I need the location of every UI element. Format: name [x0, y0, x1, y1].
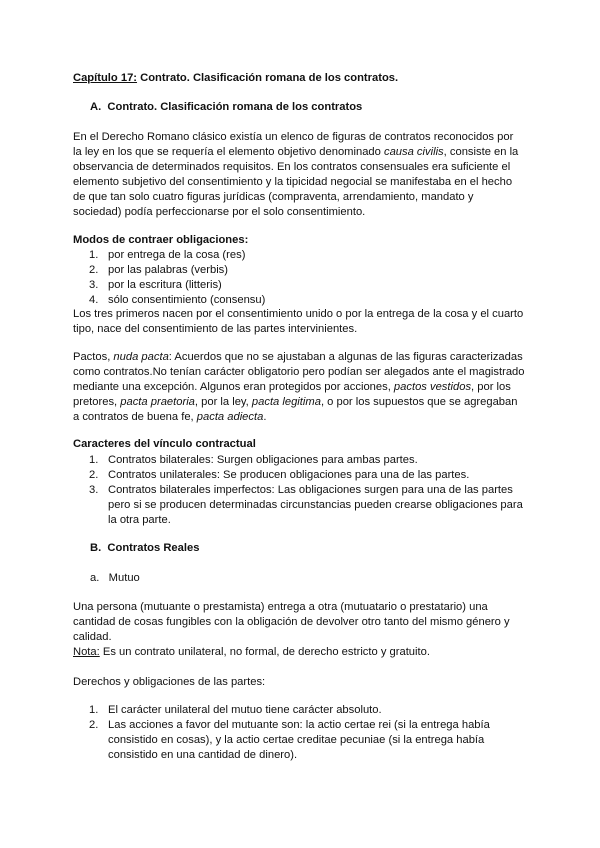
- list-item: 1. Contratos bilaterales: Surgen obligaciones para ambas partes.: [89, 454, 418, 466]
- intro-paragraph: [73, 130, 525, 220]
- section-b-text: Contratos Reales: [107, 542, 200, 554]
- mutuo-note-text: Es un contrato unilateral, no formal, de derecho estricto y gratuito.: [99, 646, 430, 658]
- pactos-italic-3: pacta praetoria: [120, 396, 195, 408]
- mutuo-heading: [90, 571, 542, 586]
- rights-heading: Derechos y obligaciones de las partes:: [73, 676, 266, 688]
- mutuo-note: [73, 645, 525, 660]
- list-item: 2. por las palabras (verbis): [89, 264, 229, 276]
- intro-italic: causa civilis: [383, 146, 444, 158]
- list-item: 4. sólo consentimiento (consensu): [89, 294, 266, 306]
- pactos-italic-4: pacta legitima: [251, 396, 321, 408]
- list-item: 2. Contratos unilaterales: Se producen obligaciones para una de las partes.: [89, 469, 470, 481]
- chapter-title: [73, 71, 525, 86]
- rights-list: [73, 703, 525, 763]
- caracteres-heading: Caracteres del vínculo contractual: [73, 438, 256, 450]
- intro-part1: En el Derecho Romano clásico existía un elenco de figuras de contratos reconocidos por la ley en los que se requería el elemento objetivo denominado: [73, 131, 514, 158]
- section-a-marker: A.: [90, 101, 102, 113]
- mutuo-note-label: Nota:: [73, 646, 100, 658]
- section-b-heading: [90, 541, 542, 556]
- section-a-text: Contrato. Clasificación romana de los contratos: [107, 101, 363, 113]
- modos-heading: Modos de contraer obligaciones:: [73, 234, 249, 246]
- intro-part2: , consiste en la observancia de determinados requisitos. En los contratos consensuales era suficiente el elemento subjetivo del consentimiento y la tipicidad negocial se manifestaba en el hecho de que tan solo cuatro figuras jurídicas (compraventa, arrendamiento, mandato y sociedad) podía perfeccionarse por el solo consentimiento.: [73, 146, 519, 218]
- mutuo-heading-text: Mutuo: [108, 572, 140, 584]
- pactos-italic-2: pactos vestidos: [393, 381, 472, 393]
- caracteres-list: [73, 453, 525, 528]
- pactos-paragraph: Pactos, nuda pacta: Acuerdos que no se ajustaban a algunas de las figuras caracterizadas como contratos.No tenían carácter obligatorio pero podían ser alegados ante el magistrado mediante una excepción. Algunos eran protegidos por acciones, pactos vestidos, por los pretores, pacta praetoria, por la ley, pacta legitima, o por los supuestos que se agregaban a contratos de buena fe, pacta adiecta.: [73, 351, 525, 423]
- list-item: 3. Contratos bilaterales imperfectos: Las obligaciones surgen para una de las partes pero si se producen determinadas circunstancias pueden crearse obligaciones para la otra parte.: [89, 484, 523, 526]
- modos-list: [73, 248, 525, 308]
- chapter-title-text: Contrato. Clasificación romana de los contratos.: [137, 72, 399, 84]
- mutuo-definition: Una persona (mutuante o prestamista) entrega a otra (mutuatario o prestatario) una cantidad de cosas fungibles con la obligación de devolver otro tanto del mismo género y calidad.: [73, 601, 510, 643]
- modos-note: Los tres primeros nacen por el consentimiento unido o por la entrega de la cosa y el cuarto tipo, nace del consentimiento de las partes intervinientes.: [73, 308, 524, 335]
- mutuo-marker: a.: [90, 572, 100, 584]
- pactos-italic-1: nuda pacta: [113, 351, 169, 363]
- list-item: 3. por la escritura (litteris): [89, 279, 222, 291]
- pactos-italic-5: pacta adiecta: [196, 411, 264, 423]
- chapter-label: Capítulo 17:: [73, 72, 138, 84]
- list-item: 1. El carácter unilateral del mutuo tiene carácter absoluto.: [89, 704, 382, 716]
- list-item: 1. por entrega de la cosa (res): [89, 249, 246, 261]
- section-b-marker: B.: [90, 542, 102, 554]
- section-a-heading: [90, 100, 542, 115]
- list-item: 2. Las acciones a favor del mutuante son: la actio certae rei (si la entrega había consistido en cosas), y la actio certae creditae pecuniae (si la entrega había consistido en una cantidad de dinero).: [89, 719, 490, 761]
